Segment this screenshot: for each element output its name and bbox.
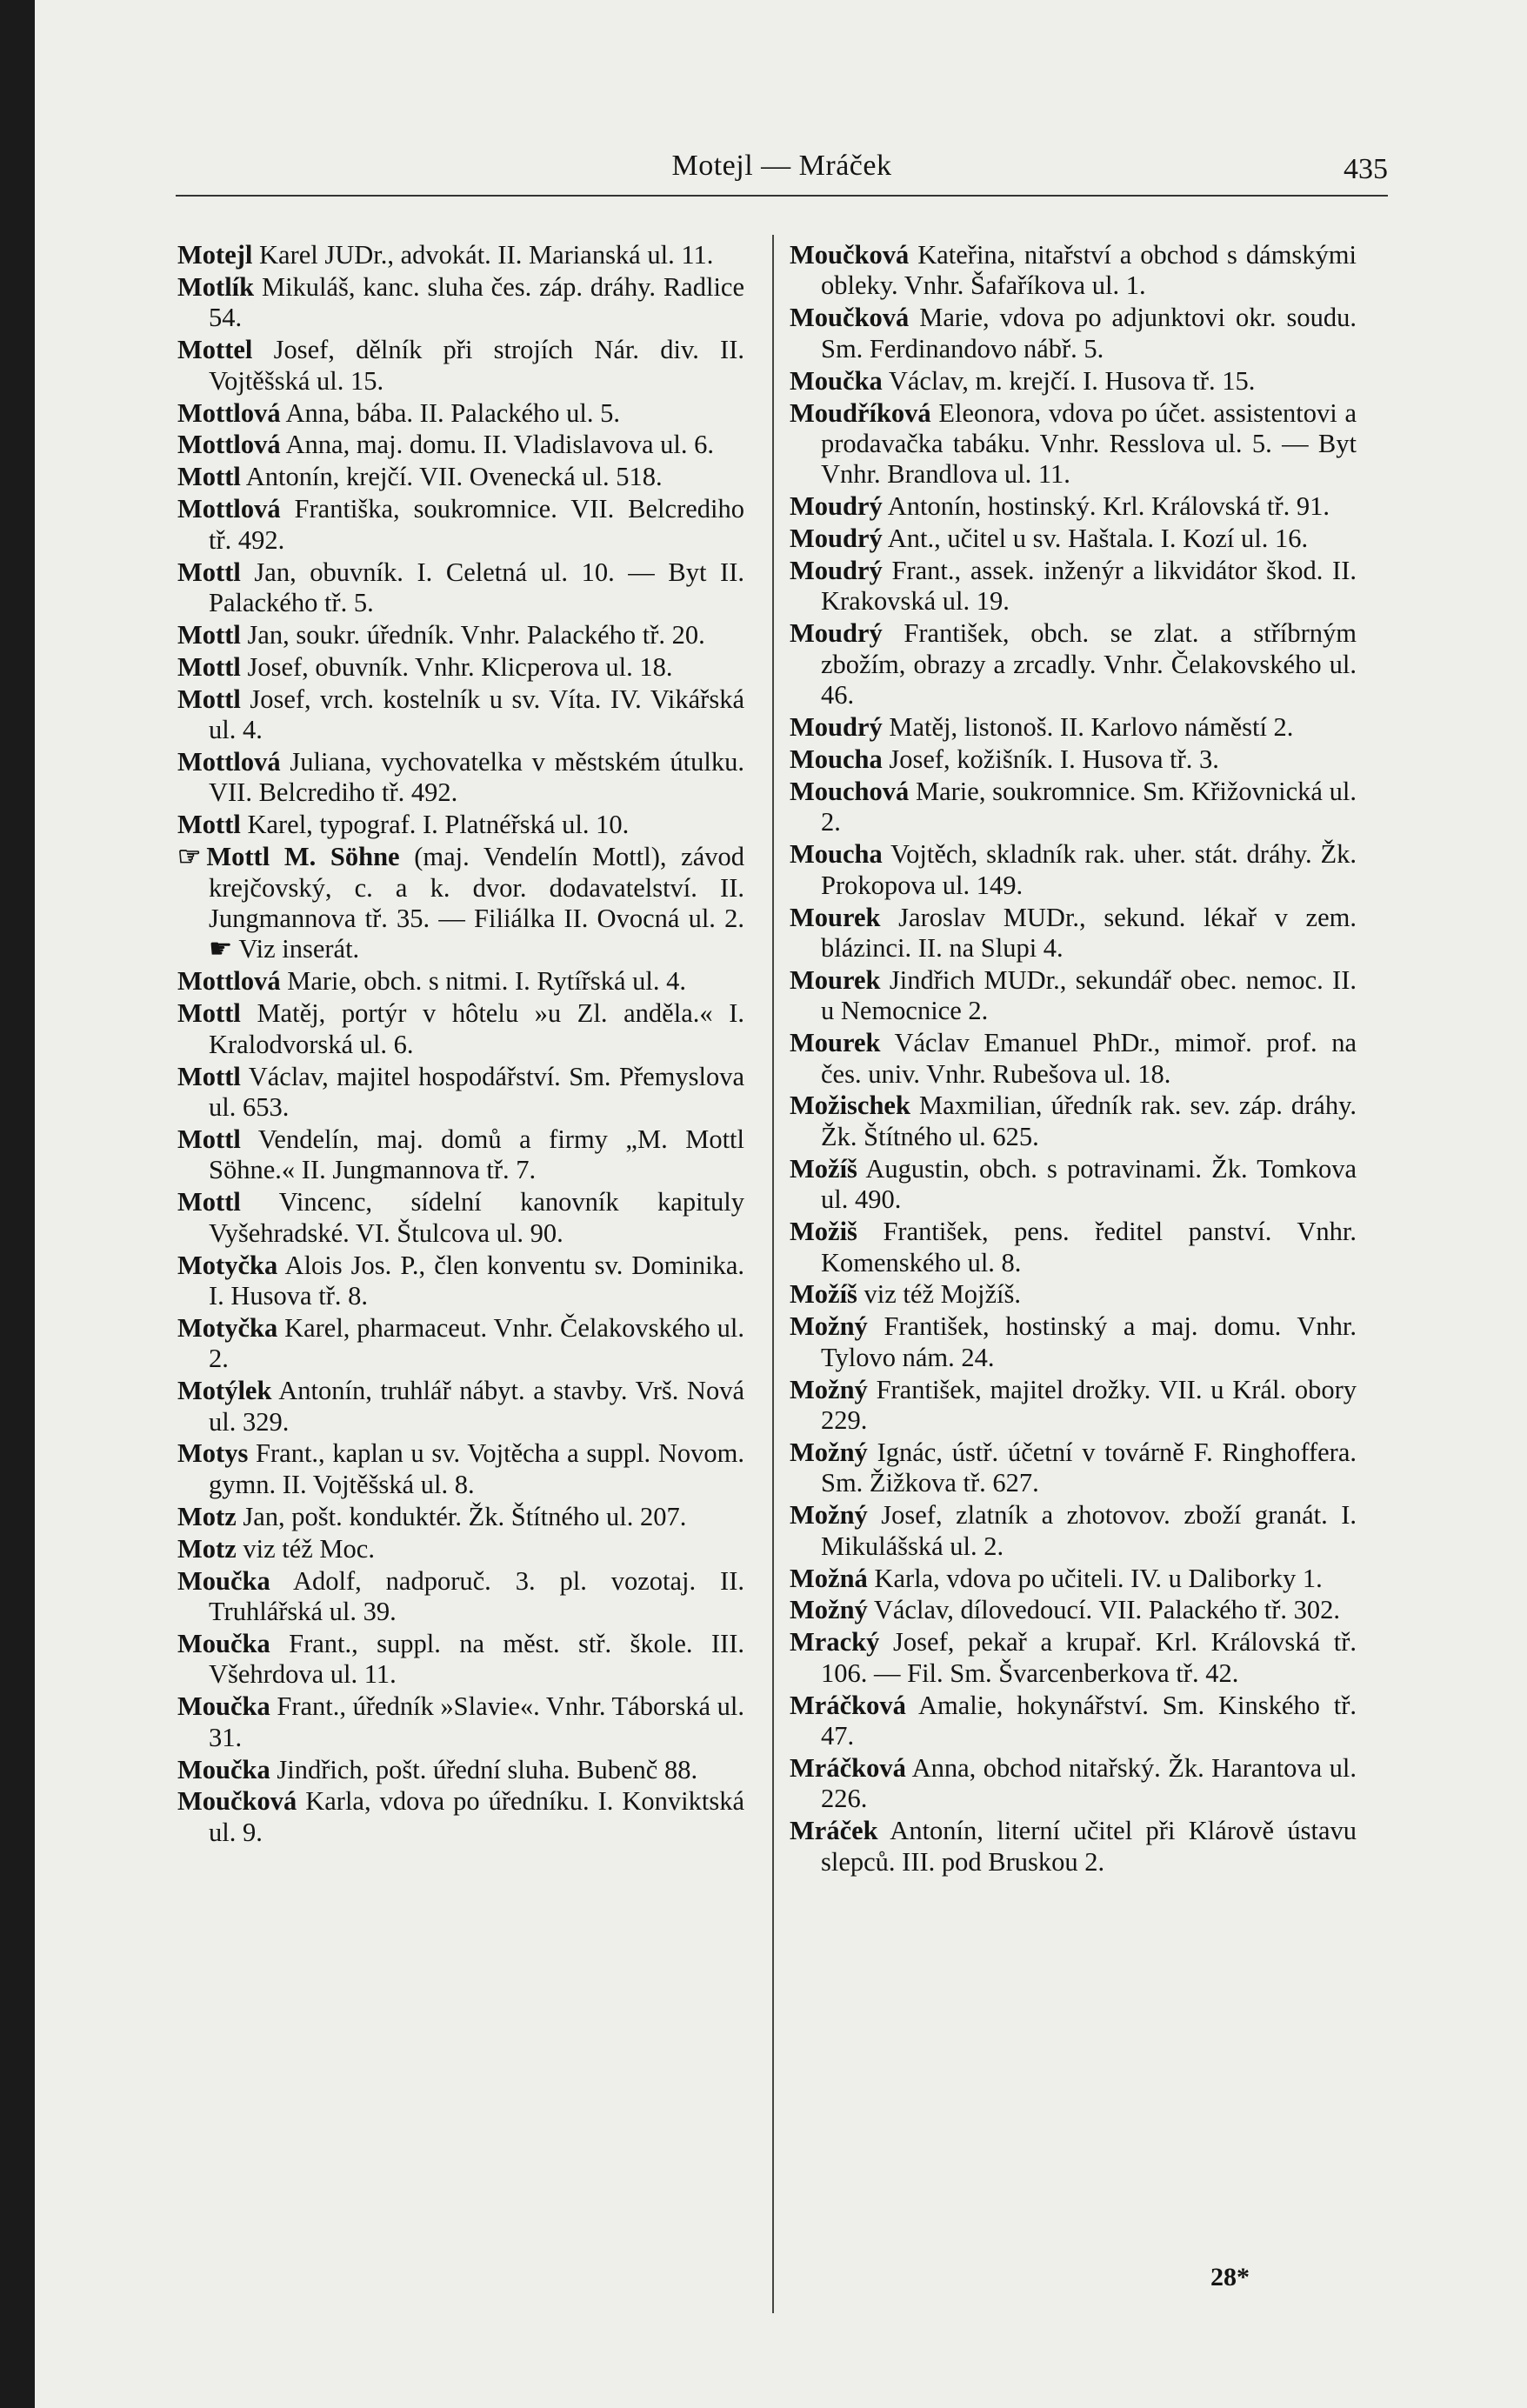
directory-entry: [790, 1816, 1357, 1878]
directory-entry: [177, 462, 744, 492]
left-column: [177, 240, 744, 1850]
entry-surname: Mottl: [177, 1187, 241, 1217]
directory-entry: [177, 652, 744, 683]
entry-details: Marie, vdova po adjunktovi okr. soudu. Sm. Ferdinandovo nábř. 5.: [821, 303, 1357, 364]
entry-surname: Mottl M. Söhne: [206, 842, 400, 872]
entry-surname: Mottlová: [177, 747, 281, 777]
directory-entry: [177, 494, 744, 556]
entry-surname: Mracký: [790, 1627, 880, 1658]
entry-surname: Možný: [790, 1374, 868, 1404]
entry-details: Frant., úředník »Slavie«. Vnhr. Táborská ul. 31.: [209, 1691, 745, 1752]
entry-details: Jan, obuvník. I. Celetná ul. 10. — Byt II. Palackého tř. 5.: [209, 557, 744, 617]
entry-details: Antonín, literní učitel při Klárově ústavu slepců. III. pod Bruskou 2.: [821, 1816, 1357, 1877]
entry-details: Františka, soukromnice. VII. Belcrediho tř. 492.: [209, 494, 744, 555]
directory-entry: [177, 1786, 744, 1848]
entry-details: Anna, maj. domu. II. Vladislavova ul. 6.: [280, 430, 714, 460]
entry-details: Frant., suppl. na měst. stř. škole. III. Všehrdova ul. 11.: [209, 1628, 744, 1690]
entry-surname: Mottlová: [177, 430, 281, 460]
directory-entry: [177, 1438, 744, 1500]
entry-surname: Moudrý: [790, 712, 883, 743]
entry-surname: Moučková: [790, 240, 910, 270]
entry-surname: Možná: [790, 1563, 868, 1593]
directory-entry: [177, 398, 744, 429]
directory-entry: [790, 1091, 1357, 1152]
entry-surname: Možný: [790, 1595, 868, 1625]
directory-entry: [790, 366, 1357, 397]
entry-details: Josef, vrch. kostelník u sv. Víta. IV. Vikářská ul. 4.: [209, 684, 744, 745]
directory-entry: [790, 1437, 1357, 1499]
entry-details: Alois Jos. P., člen konventu sv. Dominika. I. Husova tř. 8.: [209, 1250, 744, 1311]
entry-details: Ignác, ústř. účetní v továrně F. Ringhoffera. Sm. Žižkova tř. 627.: [821, 1437, 1357, 1498]
entry-surname: Mráčková: [790, 1690, 906, 1720]
directory-entry: [177, 747, 744, 809]
entry-surname: Moudříková: [790, 397, 931, 428]
entry-details: Eleonora, vdova po účet. assistentovi a prodavačka tabáku. Vnhr. Resslova ul. 5. — Byt Vnhr. Brandlova ul. 11.: [821, 397, 1357, 490]
directory-entry: [790, 398, 1357, 490]
entry-surname: Moučková: [790, 303, 910, 333]
entry-details: Frant., kaplan u sv. Vojtěcha a suppl. Novom. gymn. II. Vojtěšská ul. 8.: [209, 1438, 744, 1499]
directory-entry: [177, 966, 744, 997]
entry-details: Augustin, obch. s potravinami. Žk. Tomkova ul. 490.: [821, 1153, 1357, 1215]
directory-entry: [790, 1595, 1357, 1625]
entry-details: Jan, soukr. úředník. Vnhr. Palackého tř. 20.: [240, 619, 705, 650]
entry-details: Josef, pekař a krupař. Krl. Královská tř. 106. — Fil. Sm. Švarcenberkova tř. 42.: [821, 1627, 1357, 1688]
directory-entry: [790, 1154, 1357, 1216]
entry-details: Antonín, truhlář nábyt. a stavby. Vrš. Nová ul. 329.: [209, 1376, 744, 1437]
entry-details: Josef, zlatník a zhotovov. zboží granát. I. Mikulášská ul. 2.: [821, 1500, 1357, 1561]
directory-entry: [790, 556, 1357, 617]
entry-surname: Možiš: [790, 1217, 857, 1247]
directory-entry: [790, 1627, 1357, 1689]
entry-details: Kateřina, nitařství a obchod s dámskými obleky. Vnhr. Šafaříkova ul. 1.: [821, 240, 1357, 301]
entry-surname: Mottl: [177, 998, 241, 1029]
directory-entry: [790, 491, 1357, 522]
entry-surname: Moudrý: [790, 524, 883, 554]
entry-surname: Moučka: [177, 1754, 270, 1784]
entry-surname: Moudrý: [790, 491, 883, 522]
page-header: [176, 146, 1388, 197]
entry-surname: Moučka: [177, 1565, 270, 1596]
entry-surname: Moučka: [177, 1691, 270, 1722]
directory-entry: [177, 430, 744, 460]
directory-entry: [177, 1124, 744, 1186]
directory-entry: [177, 1502, 744, 1532]
entry-details: Václav Emanuel PhDr., mimoř. prof. na čes. univ. Vnhr. Rubešova ul. 18.: [821, 1028, 1357, 1089]
directory-entry: [177, 810, 744, 840]
directory-entry: [790, 1691, 1357, 1752]
entry-details: Mikuláš, kanc. sluha čes. záp. dráhy. Radlice 54.: [209, 271, 744, 333]
entry-details: František, obch. se zlat. a stříbrným zbožím, obrazy a zrcadly. Vnhr. Čelakovského ul. 46.: [821, 618, 1357, 710]
directory-entry: [790, 303, 1357, 364]
entry-details: Vincenc, sídelní kanovník kapituly Vyšehradské. VI. Štulcova ul. 90.: [209, 1187, 744, 1248]
entry-surname: Motyčka: [177, 1250, 278, 1280]
entry-details: Josef, dělník při strojích Nár. div. II. Vojtěšská ul. 15.: [209, 335, 744, 396]
entry-surname: Mottl: [177, 462, 241, 492]
directory-entry: [177, 272, 744, 334]
directory-entry: [790, 1500, 1357, 1562]
directory-entry: [790, 618, 1357, 710]
entry-details: Karel JUDr., advokát. II. Marianská ul. 11.: [252, 240, 714, 270]
entry-surname: Mottlová: [177, 966, 281, 997]
directory-entry: [177, 620, 744, 650]
entry-details: Matěj, listonoš. II. Karlovo náměstí 2.: [882, 712, 1294, 743]
entry-surname: Mottl: [177, 651, 241, 682]
entry-details: Maxmilian, úředník rak. sev. záp. dráhy. Žk. Štítného ul. 625.: [821, 1091, 1357, 1151]
entry-details: Karel, typograf. I. Platnéřská ul. 10.: [240, 810, 630, 840]
entry-details: Karla, vdova po učiteli. IV. u Daliborky 1.: [867, 1563, 1323, 1593]
entry-details: Jan, pošt. konduktér. Žk. Štítného ul. 207.: [236, 1501, 687, 1531]
entry-details: Vojtěch, skladník rak. uher. stát. dráhy. Žk. Prokopova ul. 149.: [821, 839, 1357, 900]
directory-entry: [790, 777, 1357, 838]
entry-details: Adolf, nadporuč. 3. pl. vozotaj. II. Truhlářská ul. 39.: [209, 1565, 744, 1626]
entry-surname: Mourek: [790, 1028, 881, 1058]
directory-entry: [177, 240, 744, 270]
entry-details: (maj. Vendelín Mottl), závod krejčovský, c. a k. dvor. dodavatelství. II. Jungmannova tř. 35. — Filiálka II. Ovocná ul. 2. ☛ Viz inserát.: [209, 842, 744, 964]
entry-surname: Moudrý: [790, 618, 883, 649]
right-column: [790, 240, 1357, 1879]
directory-entry: [790, 524, 1357, 554]
directory-entry: [790, 1311, 1357, 1373]
entry-details: František, majitel drožky. VII. u Král. obory 229.: [821, 1374, 1357, 1436]
directory-entry: [790, 903, 1357, 964]
directory-entry: [790, 839, 1357, 901]
directory-entry: [177, 1534, 744, 1564]
entry-details: viz též Mojžíš.: [857, 1279, 1021, 1310]
entry-surname: Motejl: [177, 240, 253, 270]
page-number: 435: [1344, 153, 1388, 185]
entry-surname: Motlík: [177, 271, 255, 302]
entry-details: Marie, obch. s nitmi. I. Rytířská ul. 4.: [280, 966, 686, 997]
entry-details: Václav, m. krejčí. I. Husova tř. 15.: [882, 365, 1256, 396]
entry-surname: Motyčka: [177, 1312, 278, 1343]
directory-page: [35, 0, 1527, 2408]
directory-entry: [790, 965, 1357, 1027]
entry-surname: Možíš: [790, 1279, 857, 1310]
entry-surname: Mottl: [177, 619, 241, 650]
pointing-hand-icon: ☞: [177, 842, 202, 872]
entry-surname: Mottl: [177, 684, 241, 714]
entry-surname: Motz: [177, 1501, 237, 1531]
directory-entry: [177, 1062, 744, 1124]
entry-surname: Možný: [790, 1437, 868, 1467]
entry-surname: Možíš: [790, 1153, 857, 1184]
directory-entry: [177, 1251, 744, 1312]
entry-details: Matěj, portýr v hôtelu »u Zl. anděla.« I. Kralodvorská ul. 6.: [209, 998, 744, 1059]
directory-entry: [177, 1566, 744, 1628]
directory-entry: [790, 1279, 1357, 1310]
entry-details: František, pens. ředitel panství. Vnhr. Komenského ul. 8.: [821, 1217, 1357, 1277]
entry-surname: Mráčková: [790, 1753, 906, 1783]
directory-entry: [177, 684, 744, 746]
directory-entry: [790, 240, 1357, 302]
signature-mark: 28*: [1210, 2263, 1250, 2291]
entry-details: Frant., assek. inženýr a likvidátor škod. II. Krakovská ul. 19.: [821, 556, 1357, 617]
entry-surname: Moucha: [790, 744, 883, 774]
entry-surname: Možný: [790, 1500, 868, 1531]
entry-details: viz též Moc.: [236, 1533, 375, 1564]
entry-details: Anna, obchod nitařský. Žk. Harantova ul. 226.: [821, 1753, 1357, 1814]
entry-details: Anna, bába. II. Palackého ul. 5.: [280, 397, 621, 428]
entry-details: Jindřich MUDr., sekundář obec. nemoc. II. u Nemocnice 2.: [821, 964, 1357, 1026]
entry-details: Josef, obuvník. Vnhr. Klicperova ul. 18.: [240, 651, 673, 682]
column-divider: [772, 235, 774, 2313]
entry-details: Karla, vdova po úředníku. I. Konviktská ul. 9.: [209, 1786, 744, 1847]
entry-surname: Mottl: [177, 810, 241, 840]
entry-details: Jindřich, pošt. úřední sluha. Bubenč 88.: [270, 1754, 698, 1784]
entry-surname: Motz: [177, 1533, 237, 1564]
entry-surname: Mottl: [177, 557, 241, 587]
entry-surname: Mouchová: [790, 776, 910, 806]
directory-entry: [177, 1187, 744, 1249]
entry-details: Antonín, hostinský. Krl. Královská tř. 91.: [882, 491, 1330, 522]
entry-surname: Mottl: [177, 1061, 241, 1091]
entry-surname: Moučka: [177, 1628, 270, 1658]
entry-surname: Motýlek: [177, 1376, 272, 1406]
directory-entry: [177, 335, 744, 397]
directory-entry: [177, 1376, 744, 1437]
entry-surname: Mottel: [177, 335, 253, 365]
entry-details: Juliana, vychovatelka v městském útulku. VII. Belcrediho tř. 492.: [209, 747, 744, 808]
directory-entry: [177, 998, 744, 1060]
directory-entry: [177, 842, 744, 965]
entry-surname: Možný: [790, 1311, 868, 1342]
entry-details: František, hostinský a maj. domu. Vnhr. Tylovo nám. 24.: [821, 1311, 1357, 1372]
entry-details: Karel, pharmaceut. Vnhr. Čelakovského ul. 2.: [209, 1312, 744, 1374]
directory-entry: [177, 1313, 744, 1375]
entry-details: Josef, kožišník. I. Husova tř. 3.: [882, 744, 1219, 774]
directory-entry: [790, 1028, 1357, 1090]
entry-details: Antonín, krejčí. VII. Ovenecká ul. 518.: [240, 462, 663, 492]
entry-surname: Mottlová: [177, 397, 281, 428]
entry-surname: Mottl: [177, 1124, 241, 1154]
entry-surname: Mráček: [790, 1816, 878, 1846]
directory-entry: [177, 1629, 744, 1691]
entry-details: Vendelín, maj. domů a firmy „M. Mottl Söhne.« II. Jungmannova tř. 7.: [209, 1124, 744, 1185]
entry-details: Amalie, hokynářství. Sm. Kinského tř. 47.: [821, 1690, 1357, 1751]
directory-entry: [790, 1375, 1357, 1437]
entry-details: Ant., učitel u sv. Haštala. I. Kozí ul. 16.: [882, 524, 1309, 554]
entry-details: Václav, majitel hospodářství. Sm. Přemyslova ul. 653.: [209, 1061, 744, 1122]
entry-surname: Motys: [177, 1438, 249, 1469]
directory-entry: [177, 1691, 744, 1753]
running-title: Motejl — Mráček: [671, 150, 892, 182]
directory-entry: [790, 1753, 1357, 1815]
entry-surname: Mottlová: [177, 494, 281, 524]
entry-surname: Moučková: [177, 1786, 297, 1817]
entry-details: Václav, dílovedoucí. VII. Palackého tř. 302.: [867, 1595, 1341, 1625]
directory-entry: [790, 1217, 1357, 1278]
entry-surname: Moučka: [790, 365, 883, 396]
directory-entry: [790, 1564, 1357, 1594]
entry-surname: Mourek: [790, 964, 881, 995]
directory-entry: [790, 744, 1357, 775]
directory-entry: [177, 1755, 744, 1785]
entry-surname: Mourek: [790, 902, 881, 932]
entry-surname: Moucha: [790, 839, 883, 870]
entry-details: Marie, soukromnice. Sm. Křižovnická ul. 2.: [821, 776, 1357, 837]
directory-entry: [177, 557, 744, 619]
entry-surname: Možischek: [790, 1091, 910, 1121]
entry-details: Jaroslav MUDr., sekund. lékař v zem. blázinci. II. na Slupi 4.: [821, 902, 1357, 963]
directory-entry: [790, 712, 1357, 743]
entry-surname: Moudrý: [790, 556, 883, 586]
